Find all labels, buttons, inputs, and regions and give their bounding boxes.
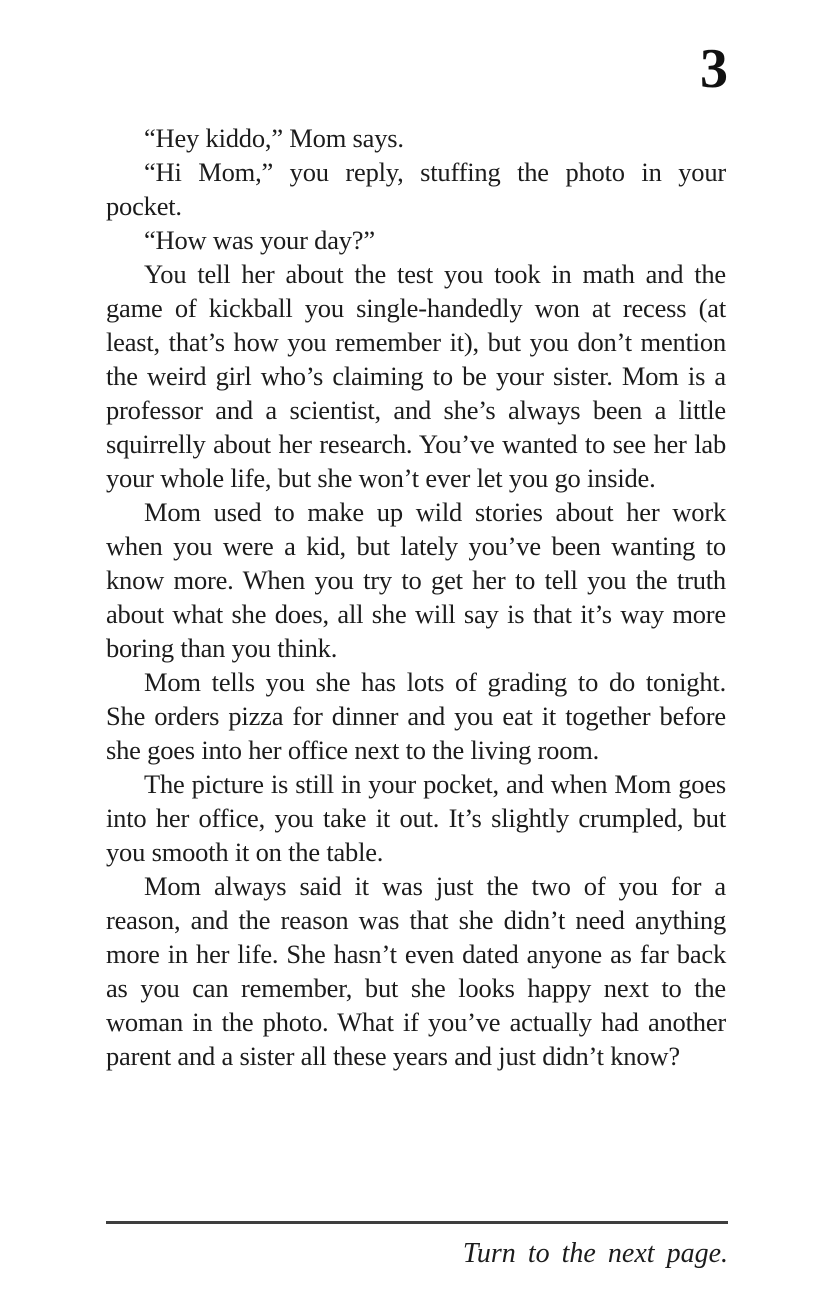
- paragraph-3: “How was your day?”: [144, 225, 375, 255]
- paragraph-4: You tell her about the test you took in math and the game of kickball you single-handedly won at recess (at least, that’s how you remember it), but you don’t mention the weird girl who’s claiming to be your sister. Mom is a professor and a scientist, and she’s always been a little squirrelly about her research. You’ve wanted to see her lab your whole life, but she won’t ever let you go inside.: [106, 259, 726, 493]
- paragraph-6: Mom tells you she has lots of grading to do tonight. She orders pizza for dinner and you eat it together before she goes into her office next to the living room.: [106, 667, 726, 765]
- paragraph-7: The picture is still in your pocket, and when Mom goes into her office, you take it out. It’s slightly crumpled, but you smooth it on the table.: [106, 769, 726, 867]
- turn-page-instruction: Turn to the next page.: [462, 1238, 728, 1269]
- paragraph-2: “Hi Mom,” you reply, stuffing the photo in your pocket.: [106, 157, 726, 221]
- paragraph-5: Mom used to make up wild stories about her work when you were a kid, but lately you’ve been wanting to know more. When you try to get her to tell you the truth about what she does, all she will say is that it’s way more boring than you think.: [106, 497, 726, 663]
- paragraph-8: Mom always said it was just the two of you for a reason, and the reason was that she didn’t need anything more in her life. She hasn’t even dated anyone as far back as you can remember, but she looks happy next to the woman in the photo. What if you’ve actually had another parent and a sister all these years and just didn’t know?: [106, 871, 726, 1071]
- paragraph-1: “Hey kiddo,” Mom says.: [144, 123, 404, 153]
- footer-divider: [106, 1221, 728, 1224]
- page-number: 3: [700, 38, 728, 100]
- page-body: [106, 121, 726, 1073]
